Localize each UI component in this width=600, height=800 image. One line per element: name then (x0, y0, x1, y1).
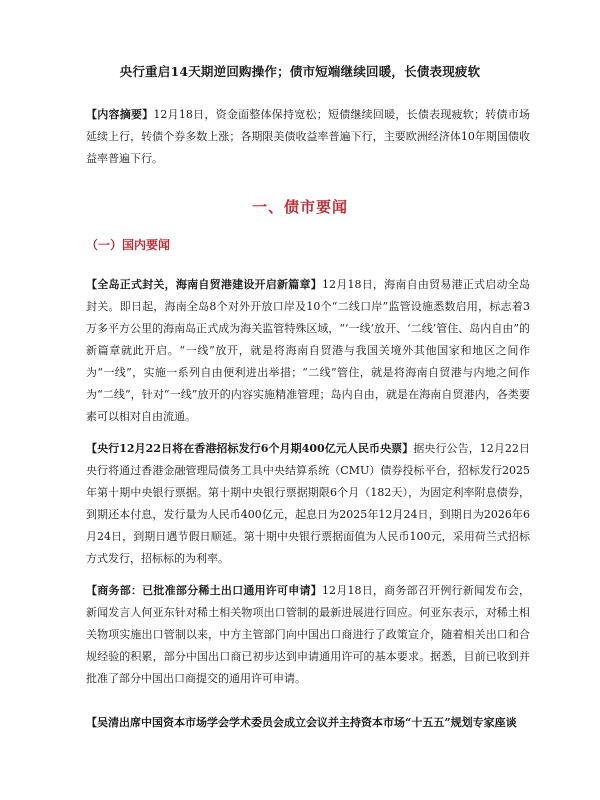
news-headline: 【吴清出席中国资本市场学会学术委员会成立会议并主持资本市场“十五五”规划专家座谈 (86, 716, 517, 729)
news-item (86, 712, 530, 736)
news-headline: 【全岛正式封关，海南自贸港建设开启新篇章】 (86, 278, 322, 291)
subsection-heading: （一）国内要闻 (86, 238, 171, 252)
document-title: 央行重启14天期逆回购操作；债市短端继续回暖，长债表现疲软 (119, 64, 481, 79)
news-headline: 【商务部：已批准部分稀土出口通用许可申请】 (86, 584, 322, 597)
news-body: 据央行公告，12月22日央行将通过香港金融管理局债务工具中央结算系统（CMU）债券投标平台，招标发行2025年第十期中央银行票据。第十期中央银行票据期限6个月（182天），为固定利率附息债券，到期还本付息，发行量为人民币400亿元，起息日为2025年12月24日，到期日为2026年6月24日，到期日遇节假日顺延。第十期中央银行票据面值为人民币100元，采用荷兰式招标方式发行，招标标的为利率。 (86, 442, 530, 565)
news-item (86, 274, 530, 428)
news-item (86, 438, 530, 570)
news-body: 12月18日，海南自由贸易港正式启动全岛封关。即日起，海南全岛8个对外开放口岸及10个“二线口岸”监管设施悉数启用，标志着3万多平方公里的海南岛正式成为海关监管特殊区域，“‘一线’放开、‘二线’管住、岛内自由”的新篇章就此开启。“一线”放开，就是将海南自贸港与我国关境外其他国家和地区之间作为“一线”，实施一系列自由便利进出举措；“二线”管住，就是将海南自贸港与内地之间作为“二线”，针对“一线”放开的内容实施精准管理；岛内自由，就是在海南自贸港内，各类要素可以相对自由流通。 (86, 278, 531, 423)
section-heading: 一、债市要闻 (251, 198, 348, 216)
news-item (86, 580, 530, 690)
news-headline: 【央行12月22日将在香港招标发行6个月期400亿元人民币央票】 (86, 442, 414, 455)
summary-tag: 【内容摘要】 (86, 108, 154, 121)
news-body: 12月18日，商务部召开例行新闻发布会，新闻发言人何亚东针对稀土相关物项出口管制的最新进展进行回应。何亚东表示，对稀土相关物项实施出口管制以来，中方主管部门向中国出口商进行了政策宣介，随着相关出口和合规经验的积累，部分中国出口商已初步达到申请通用许可的基本要求。据悉，目前已收到并批准了部分中国出口商提交的通用许可申请。 (86, 584, 531, 685)
summary-text: 12月18日，资金面整体保持宽松；短债继续回暖，长债表现疲软；转债市场延续上行，转债个券多数上涨；各期限美债收益率普遍下行，主要欧洲经济体10年期国债收益率普遍下行。 (86, 108, 530, 165)
content-summary (86, 104, 530, 170)
